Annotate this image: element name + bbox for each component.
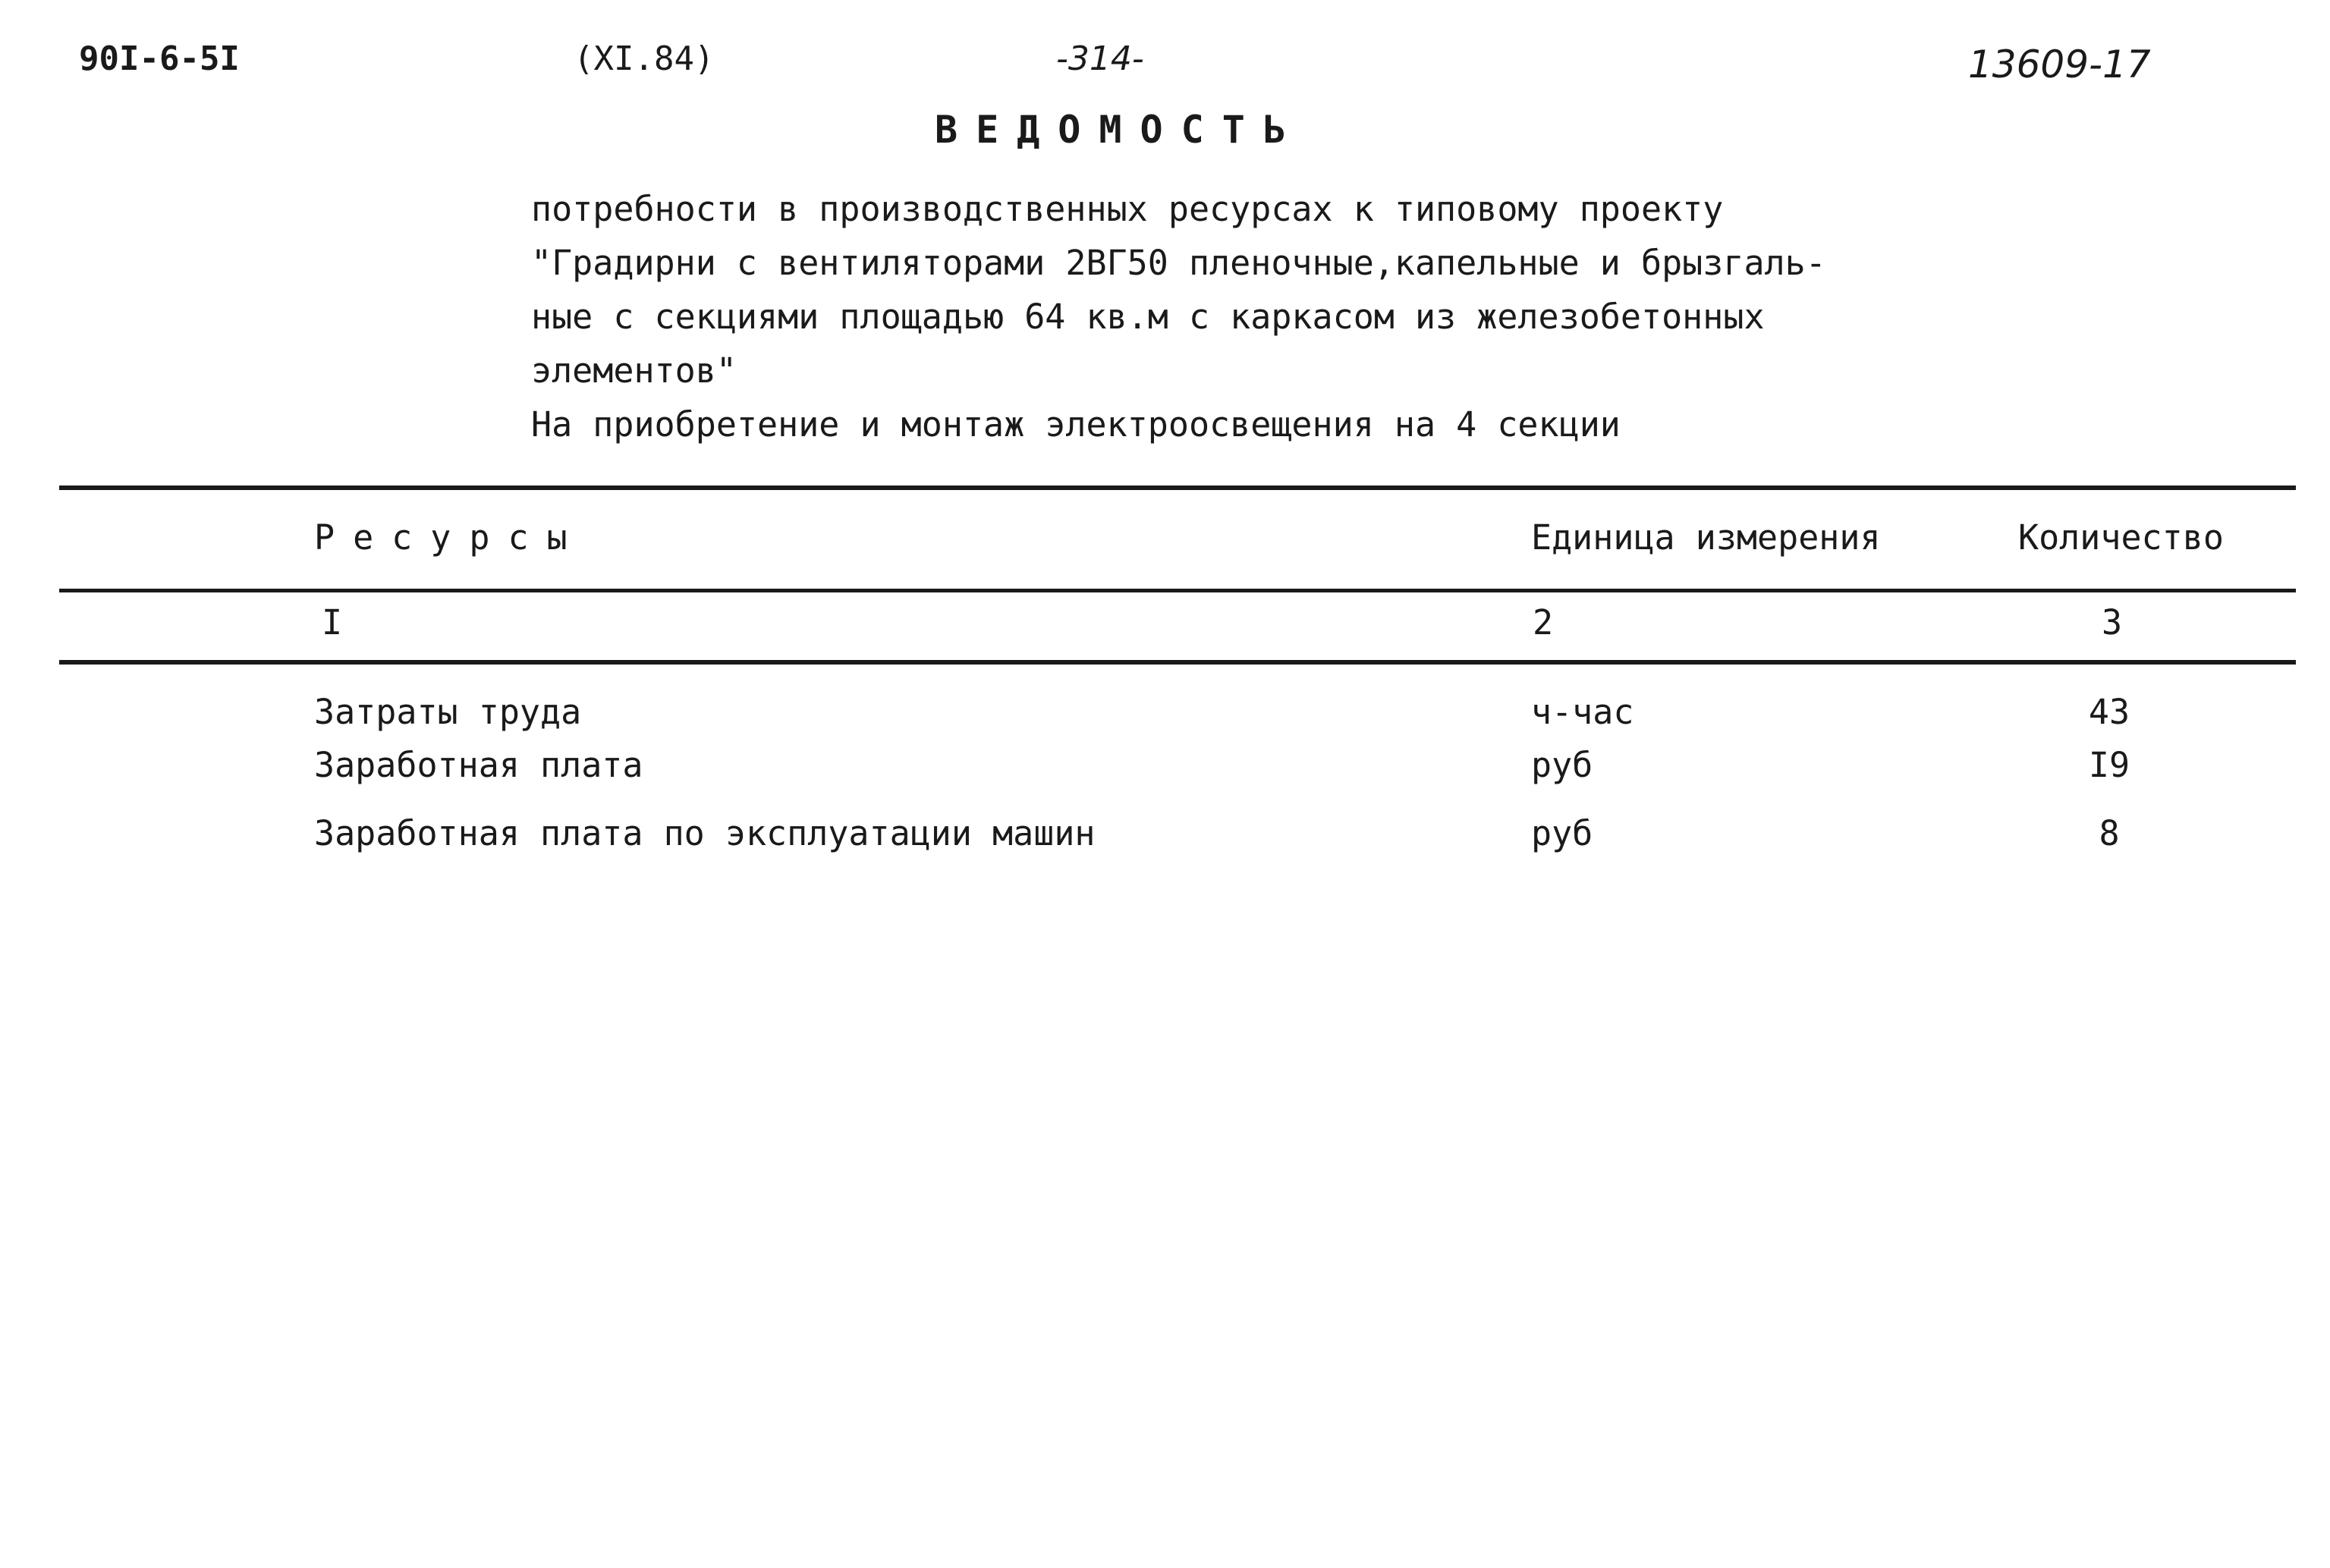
column-header-quantity: Количество <box>2018 517 2224 558</box>
row-resource-name: Затраты труда <box>314 692 582 732</box>
inventory-number: 13609-17 <box>1968 42 2151 86</box>
row-quantity: 8 <box>2099 813 2120 853</box>
row-unit: руб <box>1531 745 1593 785</box>
description-line: На приобретение и монтаж электроосвещения на 4 секции <box>531 404 1621 445</box>
column-header-unit: Единица измерения <box>1531 517 1881 558</box>
description-block <box>531 182 1826 451</box>
description-line: ные с секциями площадью 64 кв.м с каркасом из железобетонных <box>531 297 1765 337</box>
document-date: (XI.84) <box>574 39 715 78</box>
table-numbers-rule <box>59 660 2296 665</box>
row-quantity: I9 <box>2088 745 2130 785</box>
row-unit: ч-час <box>1531 692 1634 732</box>
page-title: ВЕДОМОСТЬ <box>935 108 1304 152</box>
description-line: элементов" <box>531 350 737 391</box>
description-line: "Градирни с вентиляторами 2ВГ50 пленочные,капельные и брызгаль- <box>531 243 1826 283</box>
document-code: 90I-6-5I <box>79 39 240 78</box>
table-header-rule <box>59 589 2296 592</box>
table-top-rule <box>59 485 2296 490</box>
row-unit: руб <box>1531 813 1593 853</box>
column-number: I <box>322 602 343 643</box>
column-number: 3 <box>2102 602 2123 643</box>
description-line: потребности в производственных ресурсах к типовому проекту <box>531 189 1724 229</box>
row-resource-name: Заработная плата <box>314 745 643 785</box>
row-quantity: 43 <box>2088 692 2130 732</box>
column-header-resources: Ресурсы <box>314 517 586 558</box>
column-number: 2 <box>1533 602 1554 643</box>
page-number: -314- <box>1056 39 1144 78</box>
row-resource-name: Заработная плата по эксплуатации машин <box>314 813 1096 853</box>
